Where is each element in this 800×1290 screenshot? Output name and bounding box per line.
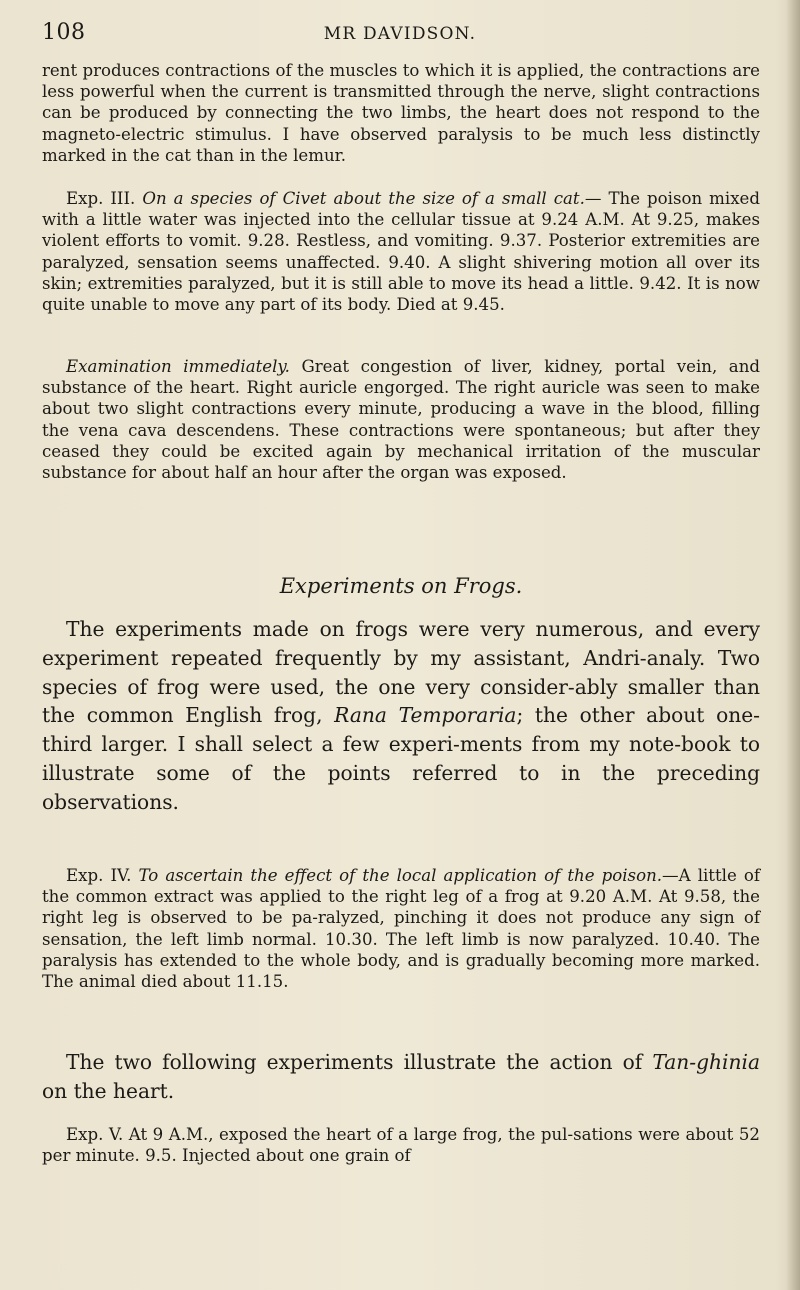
exp-iii-title: On a species of Civet about the size of a small cat. bbox=[142, 189, 585, 208]
page-header bbox=[0, 18, 800, 48]
tanghinia-text-end: on the heart. bbox=[42, 1078, 175, 1103]
paragraph-exp-iii bbox=[42, 188, 760, 315]
species-name: Rana Temporaria bbox=[334, 703, 517, 728]
paragraph-cat-observations: rent produces contractions of the muscles to which it is applied, the contractions are less powerful when the current is transmitted through the nerve, slight contractions can be produced by connecting the two limbs, the heart does not respond to the magneto-electric stimulus. I have observed paralysis to be much less distinctly marked in the cat than in the lemur. bbox=[42, 61, 760, 165]
exp-iv-label: Exp. IV. bbox=[66, 866, 132, 885]
paragraph-tanghinia bbox=[42, 1048, 760, 1106]
exp-iv-title: To ascertain the effect of the local application of the poison. bbox=[138, 866, 663, 885]
examination-title: Examination immediately. bbox=[66, 357, 290, 376]
examination-text: Great congestion of liver, kidney, portal vein, and substance of the heart. Right auricle engorged. The right auricle was seen to make about two slight contractions every minute, producing a wave in the blood, filling the vena cava descendens. These contractions were spontaneous; but after they ceased they could be excited again by mechanical irritation of the muscular substance for about half an hour after the organ was exposed. bbox=[42, 357, 761, 483]
tanghinia-name: Tan-ghinia bbox=[652, 1050, 760, 1074]
frogs-intro-continued: ; the other about one-third larger. I shall select a few experi-ments from my note-book to illustrate some of the points referred to in the preceding observations. bbox=[42, 703, 761, 814]
exp-iv-text: —A little of the common extract was applied to the right leg of a frog at 9.20 A.M. At 9.58, the right leg is observed to be pa-ralyzed, pinching it does not produce any sign of sensation, the left limb normal. 10.30. The left limb is now paralyzed. 10.40. The paralysis has extended to the whole body, and is gradually becoming more marked. The animal died about 11.15. bbox=[42, 866, 760, 992]
section-heading: Experiments on Frogs. bbox=[279, 574, 523, 598]
page-number: 108 bbox=[42, 20, 86, 45]
exp-iii-text: — The poison mixed with a little water was injected into the cellular tissue at 9.24 A.M. At 9.25, makes violent efforts to vomit. 9.28. Restless, and vomiting. 9.37. Posterior extremities are paralyzed, sensation seems unaffected. 9.40. A slight shivering motion all over its skin; extremities paralyzed, but it is still able to move its head a little. 9.42. It is now quite unable to move any part of its body. Died at 9.45. bbox=[42, 189, 760, 315]
paragraph-exp-v: Exp. V. At 9 A.M., exposed the heart of a large frog, the pul-sations were about 52 per minute. 9.5. Injected about one grain of bbox=[42, 1125, 760, 1166]
paragraph-exp-iv bbox=[42, 865, 760, 992]
frogs-intro-text: The experiments made on frogs were very numerous, and every experiment repeated frequently by my assistant, Andri-analy. Two species of frog were used, the one very consider-ably smaller than the common English frog, bbox=[42, 617, 760, 728]
paragraph-examination bbox=[42, 356, 760, 483]
page-edge-shadow bbox=[786, 0, 800, 1290]
tanghinia-text: The two following experiments illustrate the action of bbox=[66, 1050, 653, 1074]
exp-iii-label: Exp. III. bbox=[66, 189, 136, 208]
running-head: MR DAVIDSON. bbox=[323, 24, 477, 44]
paragraph-frogs-intro bbox=[42, 615, 760, 817]
